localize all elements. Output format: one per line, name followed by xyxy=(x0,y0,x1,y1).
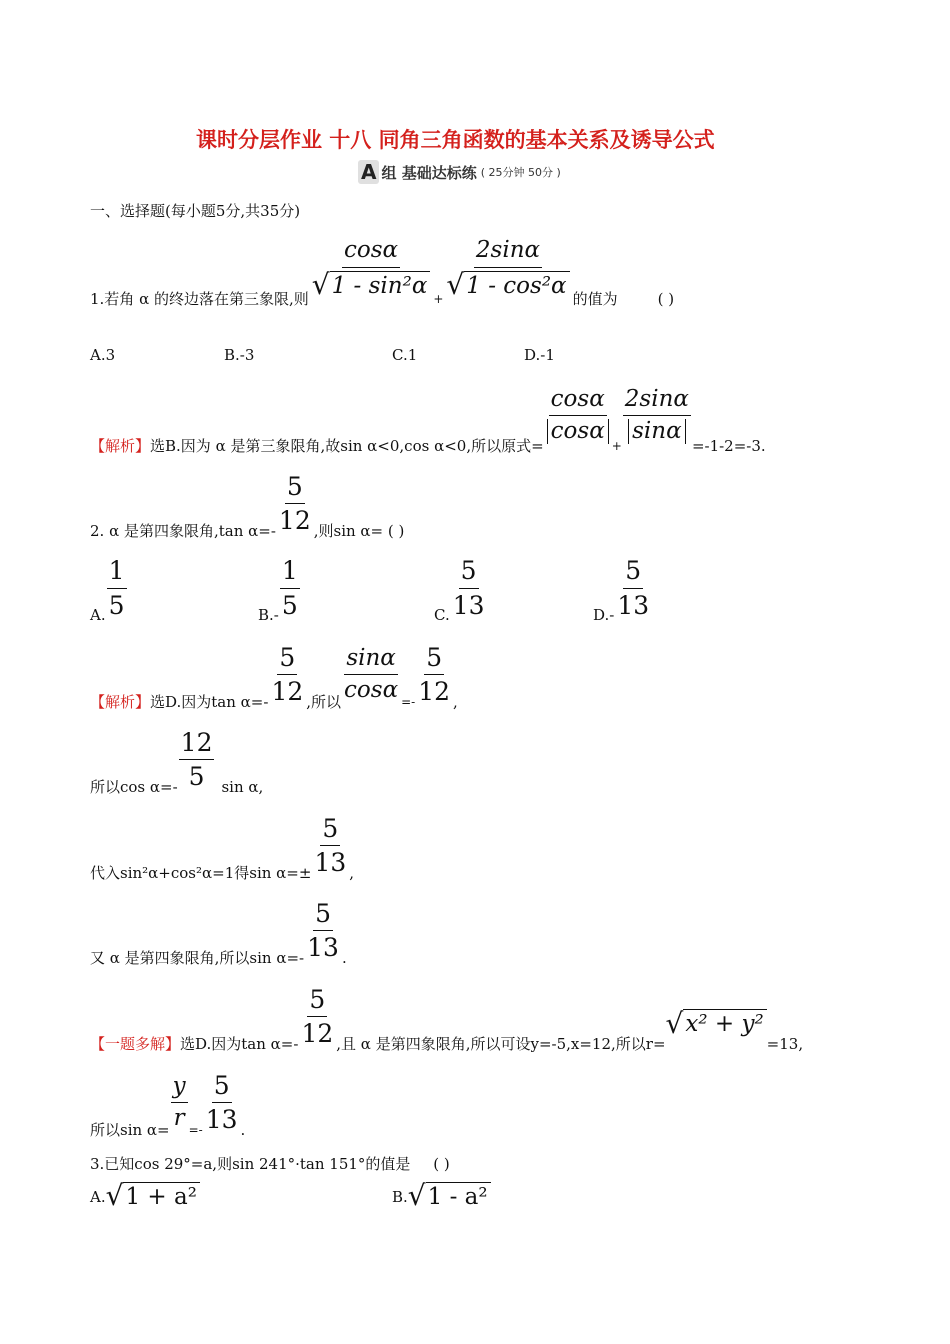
a1-plus: + xyxy=(611,438,622,453)
q2-opt-d-den: 13 xyxy=(617,590,650,620)
a1-f1-den: cosα xyxy=(547,419,609,444)
a2-l1-den: 12 xyxy=(271,677,304,706)
a2-l1-f3-num: 5 xyxy=(424,644,444,676)
page-title: 课时分层作业 十八 同角三角函数的基本关系及诱导公式 xyxy=(196,128,715,152)
q2-num: 5 xyxy=(285,473,305,505)
group-name: 组 基础达标练 xyxy=(381,163,477,182)
answer-2-line-3 xyxy=(90,808,354,883)
a2-tag: 【解析】 xyxy=(90,693,151,711)
q2-option-c xyxy=(434,552,488,624)
q2-opt-c-num: 5 xyxy=(459,557,479,589)
alt-text-b: ,且 α 是第四象限角,所以可设y=-5,x=12,所以r= xyxy=(336,1035,666,1053)
a1-f1-num: cosα xyxy=(549,387,607,416)
a2-line4-b: . xyxy=(341,948,347,967)
q1-option-b: B.-3 xyxy=(224,346,255,364)
a2-l4-den: 13 xyxy=(307,933,339,962)
a1-fraction-1 xyxy=(545,387,611,445)
a2-line3-b: , xyxy=(349,863,355,882)
answer-1 xyxy=(90,375,766,456)
alt-f-den: 12 xyxy=(301,1019,334,1048)
alt-line2-b: =- xyxy=(188,1122,203,1137)
q1-fraction-2: 2sinα √ 1 - cos²α xyxy=(444,238,571,299)
a1-f2-den: sinα xyxy=(628,419,686,444)
q2-den: 12 xyxy=(278,506,311,535)
q2-suffix: ,则sin α= ( ) xyxy=(313,522,405,540)
a2-line4-a: 又 α 是第四象限角,所以sin α=- xyxy=(90,949,305,967)
q1-option-c: C.1 xyxy=(392,346,418,364)
q2-opt-b-num: 1 xyxy=(280,557,300,589)
a1-text: 选B.因为 α 是第三象限角,故sin α<0,cos α<0,所以原式= xyxy=(150,437,544,455)
q2-opt-d-num: 5 xyxy=(623,557,643,589)
alt-solution-line-1: 【一题多解】 选D.因为tan α=- $\frac{5}{12}$ ,且 α 是第四象限角,所以可设y=-5,x=12,所以r= √ x² + y² =13, xyxy=(90,984,804,1053)
q3-opt-b-body: 1 - a² xyxy=(426,1182,491,1210)
question-3 xyxy=(90,1153,450,1174)
q1-f2-den: 1 - cos²α xyxy=(464,271,569,299)
a2-line2-b: sin α, xyxy=(221,777,264,796)
alt-text-c: =13, xyxy=(766,1034,804,1053)
question-2 xyxy=(90,466,404,541)
answer-2-line-2 xyxy=(90,722,263,797)
answer-2-line-1 xyxy=(90,637,458,712)
a2-l2-den: 5 xyxy=(188,762,205,791)
a2-line1-b: ,所以 xyxy=(306,693,342,711)
q1-option-a: A.3 xyxy=(90,346,116,364)
q2-opt-d-label: D.- xyxy=(593,606,615,624)
alt-f2-den: r xyxy=(173,1105,185,1131)
a1-tail: =-1-2=-3. xyxy=(691,436,766,455)
a1-tag: 【解析】 xyxy=(90,437,151,455)
q2-opt-b-den: 5 xyxy=(281,590,298,620)
q3-text: 3.已知cos 29°=a,则sin 241°·tan 151°的值是 xyxy=(90,1155,411,1173)
alt-solution-line-2 xyxy=(90,1065,245,1140)
q3-opt-a-body: 1 + a² xyxy=(123,1182,199,1210)
q2-opt-a-den: 5 xyxy=(108,590,125,620)
a2-l4-num: 5 xyxy=(313,900,333,932)
a2-line1-c: =- xyxy=(401,694,416,709)
q3-option-b: B. √ 1 - a² xyxy=(392,1182,491,1210)
a1-f2-num: 2sinα xyxy=(623,387,691,416)
q3-paren: ( ) xyxy=(433,1155,450,1173)
q2-opt-b-label: B.- xyxy=(258,606,279,624)
alt-f2-num: y xyxy=(171,1074,188,1103)
a2-l3-num: 5 xyxy=(320,815,340,847)
q2-option-a xyxy=(90,552,128,624)
q1-f2-num: 2sinα xyxy=(474,238,542,267)
alt-f3-den: 13 xyxy=(205,1105,238,1134)
q2-fraction xyxy=(277,473,313,535)
q2-opt-a-num: 1 xyxy=(107,557,127,589)
alt-f-num: 5 xyxy=(307,986,327,1018)
q3-opt-b-label: B. xyxy=(392,1188,408,1207)
q1-option-d: D.-1 xyxy=(524,346,555,364)
q2-prefix: 2. α 是第四象限角,tan α=- xyxy=(90,522,276,540)
alt-line2-c: . xyxy=(240,1120,246,1139)
question-1 xyxy=(90,228,674,309)
a2-l2-num: 12 xyxy=(179,729,215,761)
q2-opt-c-label: C. xyxy=(434,606,450,624)
a2-l3-den: 13 xyxy=(314,848,347,877)
q2-option-b xyxy=(258,552,301,624)
q2-opt-c-den: 13 xyxy=(452,590,485,620)
q2-option-d xyxy=(593,552,652,624)
q1-paren: ( ) xyxy=(657,289,675,308)
q1-f1-den: 1 - sin²α xyxy=(330,271,431,299)
a2-l1-f3-den: 12 xyxy=(418,677,451,706)
a2-l1-num: 5 xyxy=(277,644,297,676)
q1-f1-num: cosα xyxy=(342,238,400,267)
alt-text-a: 选D.因为tan α=- xyxy=(180,1035,299,1053)
alt-tag: 【一题多解】 xyxy=(90,1035,181,1053)
a2-l1-f2-den: cosα xyxy=(344,677,399,703)
a2-line2-a: 所以cos α=- xyxy=(90,778,178,796)
a2-line1-d: , xyxy=(453,692,458,711)
alt-f3-num: 5 xyxy=(212,1072,232,1104)
q1-plus: + xyxy=(433,291,444,306)
a1-fraction-2 xyxy=(623,387,691,445)
group-letter: A xyxy=(358,160,379,184)
q1-suffix: 的值为 xyxy=(572,290,618,308)
q2-opt-a-label: A. xyxy=(90,606,106,624)
q3-option-a: A. √ 1 + a² xyxy=(90,1182,200,1210)
q1-fraction-1: cosα √ 1 - sin²α xyxy=(310,238,433,299)
alt-line2-a: 所以sin α= xyxy=(90,1121,170,1139)
alt-sqrt-body: x² + y² xyxy=(683,1009,766,1037)
a2-line3-a: 代入sin²α+cos²α=1得sin α=± xyxy=(90,864,312,882)
section-heading: 一、选择题(每小题5分,共35分) xyxy=(90,202,301,220)
group-badge xyxy=(358,160,561,184)
q3-opt-a-label: A. xyxy=(90,1188,106,1207)
answer-2-line-4 xyxy=(90,893,347,968)
q1-prefix: 1.若角 α 的终边落在第三象限,则 xyxy=(90,290,309,308)
a2-l1-f2-num: sinα xyxy=(344,646,398,675)
a2-line1-a: 选D.因为tan α=- xyxy=(150,693,269,711)
group-meta: ( 25分钟 50分 ) xyxy=(480,166,561,179)
